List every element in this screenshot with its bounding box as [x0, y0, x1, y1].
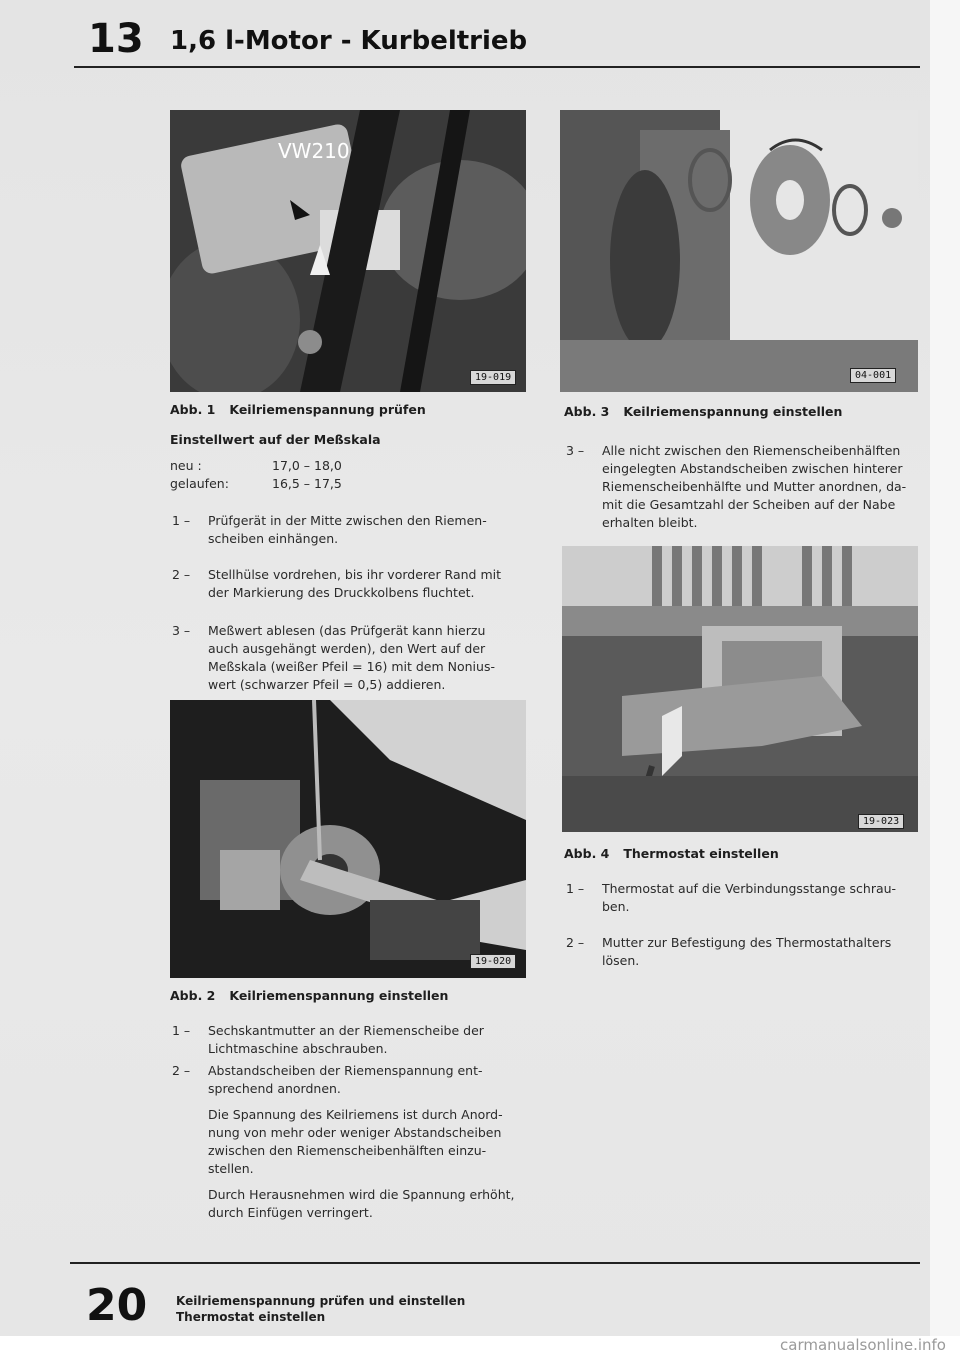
figure-2-code: 19-020: [470, 954, 516, 969]
step-line: Thermostat auf die Verbindungsstange schrau-: [602, 881, 897, 896]
step-line: Riemenscheibenhälfte und Mutter anordnen, da-: [602, 479, 907, 494]
figure-4-caption: [564, 846, 779, 861]
step-text: [208, 1022, 484, 1058]
step-number: 2 –: [566, 935, 585, 950]
setting-title: Einstellwert auf der Meßskala: [170, 432, 381, 447]
figure-2-caption-num: Abb. 2: [170, 988, 216, 1003]
note-line: zwischen den Riemenscheibenhälften einzu-: [208, 1143, 487, 1158]
chapter-number: 13: [88, 16, 144, 62]
note-paragraph: [208, 1186, 548, 1222]
figure-2-caption: [170, 988, 448, 1003]
step-text: [208, 622, 495, 694]
step-line: Stellhülse vordrehen, bis ihr vorderer Rand mit: [208, 567, 502, 582]
figure-4-caption-num: Abb. 4: [564, 846, 610, 861]
header-rule: [74, 66, 920, 68]
step-number: 2 –: [172, 1063, 191, 1078]
step-text: [602, 934, 891, 970]
figure-3-code: 04-001: [850, 368, 896, 383]
setting-row-label: gelaufen:: [170, 476, 229, 491]
figure-4-code: 19-023: [858, 814, 904, 829]
step-line: sprechend anordnen.: [208, 1081, 341, 1096]
figure-2-photo: [170, 700, 526, 978]
note-line: Durch Herausnehmen wird die Spannung erhöht,: [208, 1187, 515, 1202]
page-number: 20: [86, 1280, 148, 1331]
step-line: Lichtmaschine abschrauben.: [208, 1041, 388, 1056]
step-line: Meßwert ablesen (das Prüfgerät kann hierzu: [208, 623, 486, 638]
figure-3-caption-num: Abb. 3: [564, 404, 610, 419]
footer-text-line: Keilriemenspannung prüfen und einstellen: [176, 1294, 466, 1308]
page-title: 1,6 l-Motor - Kurbeltrieb: [170, 26, 528, 56]
step-text: [602, 442, 906, 532]
step-line: erhalten bleibt.: [602, 515, 698, 530]
figure-1-caption-num: Abb. 1: [170, 402, 216, 417]
figure-1-code: 19-019: [470, 370, 516, 385]
step-number: 3 –: [172, 623, 191, 638]
figure-4-photo: [562, 546, 918, 832]
step-number: 3 –: [566, 443, 585, 458]
setting-row-label: neu :: [170, 458, 202, 473]
note-paragraph: [208, 1106, 538, 1178]
figure-3-caption: [564, 404, 842, 419]
thermostat-illustration: [562, 546, 918, 832]
figure-3-photo: [560, 110, 918, 392]
step-line: Sechskantmutter an der Riemenscheibe der: [208, 1023, 484, 1038]
watermark: carmanualsonline.info: [780, 1336, 946, 1354]
step-line: Prüfgerät in der Mitte zwischen den Riemen-: [208, 513, 487, 528]
step-line: lösen.: [602, 953, 640, 968]
engine-belt-tester-illustration: [170, 110, 526, 392]
figure-1-caption: [170, 402, 426, 417]
setting-row-value: 16,5 – 17,5: [272, 476, 342, 491]
note-line: nung von mehr oder weniger Abstandscheiben: [208, 1125, 502, 1140]
step-number: 1 –: [172, 1023, 191, 1038]
step-line: Abstandscheiben der Riemenspannung ent-: [208, 1063, 483, 1078]
step-line: mit die Gesamtzahl der Scheiben auf der Nabe: [602, 497, 896, 512]
note-line: durch Einfügen verringert.: [208, 1205, 373, 1220]
step-number: 2 –: [172, 567, 191, 582]
figure-4-caption-text: Thermostat einstellen: [623, 846, 779, 861]
step-line: ben.: [602, 899, 630, 914]
step-line: eingelegten Abstandscheiben zwischen hinterer: [602, 461, 903, 476]
step-line: wert (schwarzer Pfeil = 0,5) addieren.: [208, 677, 446, 692]
step-text: [208, 566, 501, 602]
note-line: stellen.: [208, 1161, 254, 1176]
carburetor-pulley-wrench-illustration: [170, 700, 526, 978]
step-text: [208, 1062, 483, 1098]
step-number: 1 –: [172, 513, 191, 528]
photo-label: VW210: [278, 139, 350, 163]
step-line: scheiben einhängen.: [208, 531, 339, 546]
footer-text-line: Thermostat einstellen: [176, 1310, 326, 1324]
step-text: [208, 512, 487, 548]
figure-3-caption-text: Keilriemenspannung einstellen: [623, 404, 843, 419]
step-line: Mutter zur Befestigung des Thermostathalters: [602, 935, 892, 950]
figure-2-caption-text: Keilriemenspannung einstellen: [229, 988, 449, 1003]
step-line: Meßskala (weißer Pfeil = 16) mit dem Nonius-: [208, 659, 495, 674]
step-number: 1 –: [566, 881, 585, 896]
figure-1-photo: [170, 110, 526, 392]
step-text: [602, 880, 896, 916]
step-line: auch ausgehängt werden), den Wert auf der: [208, 641, 486, 656]
step-line: der Markierung des Druckkolbens fluchtet.: [208, 585, 475, 600]
note-line: Die Spannung des Keilriemens ist durch Anord-: [208, 1107, 503, 1122]
step-line: Alle nicht zwischen den Riemenscheibenhälften: [602, 443, 901, 458]
pulley-spacers-illustration: [560, 110, 918, 392]
setting-row-value: 17,0 – 18,0: [272, 458, 342, 473]
figure-1-caption-text: Keilriemenspannung prüfen: [229, 402, 426, 417]
page-margin: [930, 0, 960, 1358]
footer-rule: [70, 1262, 920, 1264]
